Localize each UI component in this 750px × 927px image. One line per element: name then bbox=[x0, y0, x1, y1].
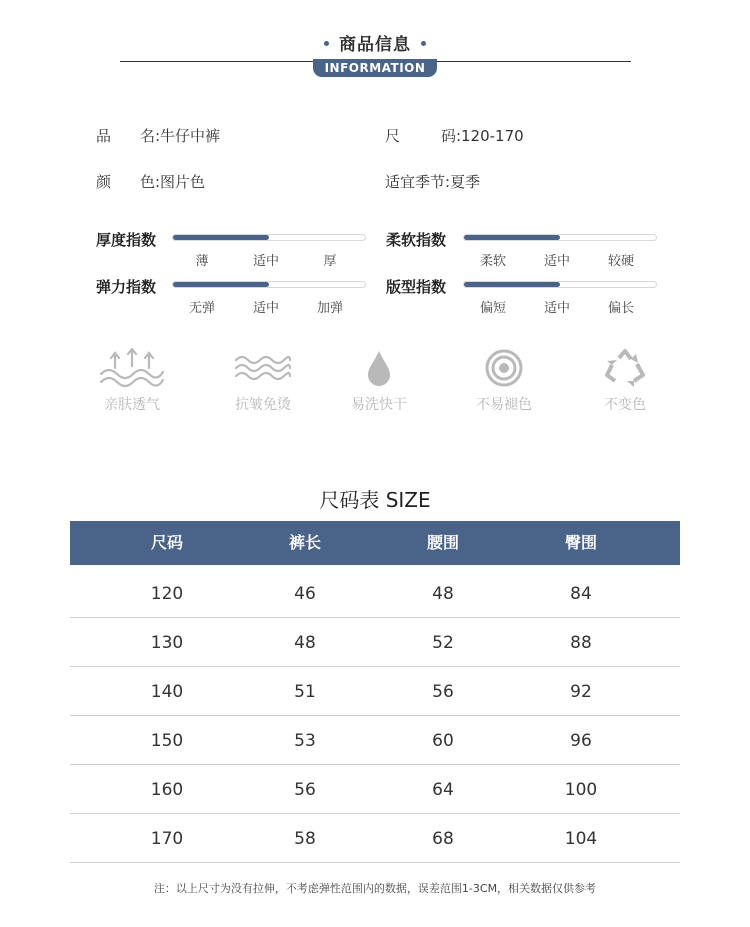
cell-size: 140 bbox=[150, 682, 184, 702]
table-row bbox=[70, 764, 680, 814]
size-footnote: 注：以上尺寸为没有拉伸，不考虑弹性范围内的数据，误差范围1-3CM，相关数据仅供参考 bbox=[153, 882, 597, 895]
season-value: 夏季 bbox=[450, 173, 481, 191]
fit-index-bar bbox=[463, 281, 657, 288]
header-length: 裤长 bbox=[288, 533, 321, 552]
thickness-index-fill bbox=[173, 235, 269, 240]
color-value: 图片色 bbox=[160, 173, 206, 191]
color-label: 颜 色: bbox=[96, 173, 160, 191]
season-label: 适宜季节: bbox=[385, 173, 451, 191]
elasticity-index-fill bbox=[173, 282, 269, 287]
season-row bbox=[385, 171, 480, 192]
breathable-waves-icon bbox=[97, 348, 167, 388]
feature-wrinkle-free bbox=[208, 348, 318, 414]
cell-waist: 60 bbox=[432, 731, 454, 751]
elasticity-index-bar bbox=[172, 281, 366, 288]
softness-index-bar bbox=[463, 234, 657, 241]
cell-length: 48 bbox=[294, 633, 316, 653]
title-dot-left bbox=[324, 41, 329, 46]
cell-size: 160 bbox=[150, 780, 184, 800]
cell-hip: 92 bbox=[570, 682, 592, 702]
table-row bbox=[70, 617, 680, 667]
cell-length: 56 bbox=[294, 780, 316, 800]
cell-hip: 100 bbox=[564, 780, 598, 800]
cell-hip: 104 bbox=[564, 829, 598, 849]
information-badge: INFORMATION bbox=[313, 59, 437, 77]
cell-length: 53 bbox=[294, 731, 316, 751]
cell-waist: 56 bbox=[432, 682, 454, 702]
cell-size: 120 bbox=[150, 584, 184, 604]
feature-colorfast bbox=[449, 348, 559, 414]
fit-index-label: 版型指数 bbox=[386, 278, 447, 296]
softness-tick-soft: 柔软 bbox=[479, 254, 506, 269]
product-name-label: 品 名: bbox=[96, 127, 160, 145]
fit-tick-long: 偏长 bbox=[607, 301, 634, 316]
elasticity-tick-medium: 适中 bbox=[252, 301, 279, 316]
cell-size: 170 bbox=[150, 829, 184, 849]
feature-wrinkle-free-label: 抗皱免烫 bbox=[235, 397, 291, 413]
feature-no-fade bbox=[570, 348, 680, 414]
product-name-value: 牛仔中裤 bbox=[160, 127, 221, 145]
target-rings-icon bbox=[469, 348, 539, 388]
section-title bbox=[0, 30, 750, 55]
thickness-tick-medium: 适中 bbox=[252, 254, 279, 269]
cell-size: 150 bbox=[150, 731, 184, 751]
color-row bbox=[96, 171, 205, 192]
size-range-row bbox=[385, 125, 524, 146]
feature-breathable-label: 亲肤透气 bbox=[104, 397, 160, 413]
size-range-value: 120-170 bbox=[461, 127, 524, 145]
feature-breathable bbox=[77, 348, 187, 414]
thickness-tick-thin: 薄 bbox=[195, 254, 209, 269]
cell-waist: 68 bbox=[432, 829, 454, 849]
cell-hip: 96 bbox=[570, 731, 592, 751]
softness-tick-medium: 适中 bbox=[543, 254, 570, 269]
water-drop-icon bbox=[344, 348, 414, 388]
recycle-icon bbox=[590, 348, 660, 388]
cell-length: 46 bbox=[294, 584, 316, 604]
feature-no-fade-label: 不变色 bbox=[604, 397, 646, 413]
softness-tick-hard: 较硬 bbox=[607, 254, 634, 269]
cell-hip: 88 bbox=[570, 633, 592, 653]
section-title-text: 商品信息 bbox=[339, 35, 411, 55]
softness-index-fill bbox=[464, 235, 560, 240]
cell-size: 130 bbox=[150, 633, 184, 653]
cell-waist: 48 bbox=[432, 584, 454, 604]
cell-waist: 64 bbox=[432, 780, 454, 800]
fit-tick-short: 偏短 bbox=[479, 301, 506, 316]
table-row bbox=[70, 715, 680, 765]
size-chart-title: 尺码表 SIZE bbox=[319, 488, 431, 512]
header-hip: 臀围 bbox=[564, 533, 597, 552]
cell-waist: 52 bbox=[432, 633, 454, 653]
feature-colorfast-label: 不易褪色 bbox=[476, 397, 532, 413]
product-name-row bbox=[96, 125, 220, 146]
size-range-label: 尺 码: bbox=[385, 127, 461, 145]
cell-length: 58 bbox=[294, 829, 316, 849]
cell-hip: 84 bbox=[570, 584, 592, 604]
header-size: 尺码 bbox=[150, 533, 183, 552]
elasticity-tick-none: 无弹 bbox=[188, 301, 215, 316]
feature-quick-dry-label: 易洗快干 bbox=[351, 397, 407, 413]
header-waist: 腰围 bbox=[426, 533, 459, 552]
elasticity-index-label: 弹力指数 bbox=[96, 278, 157, 296]
feature-quick-dry bbox=[324, 348, 434, 414]
thickness-index-label: 厚度指数 bbox=[96, 231, 157, 249]
wave-lines-icon bbox=[228, 348, 298, 388]
cell-length: 51 bbox=[294, 682, 316, 702]
size-table-header bbox=[70, 521, 680, 565]
thickness-tick-thick: 厚 bbox=[323, 254, 337, 269]
table-row bbox=[70, 813, 680, 863]
table-row bbox=[70, 666, 680, 716]
fit-index-fill bbox=[464, 282, 560, 287]
title-dot-right bbox=[421, 41, 426, 46]
table-row bbox=[70, 568, 680, 618]
elasticity-tick-high: 加弹 bbox=[316, 301, 343, 316]
softness-index-label: 柔软指数 bbox=[386, 231, 447, 249]
fit-tick-medium: 适中 bbox=[543, 301, 570, 316]
thickness-index-bar bbox=[172, 234, 366, 241]
